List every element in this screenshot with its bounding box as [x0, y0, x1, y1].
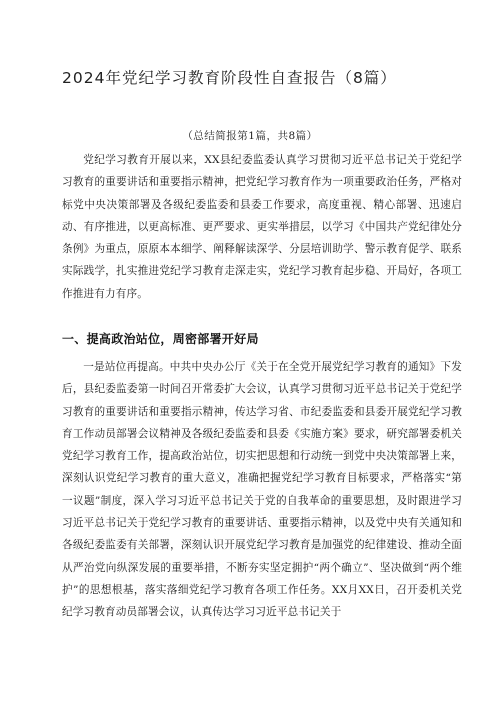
intro-paragraph: 党纪学习教育开展以来，XX县纪委监委认真学习贯彻习近平总书记关于党纪学习教育的重要讲话和重要指示精神，把党纪学习教育作为一项重要政治任务，严格对标党中央决策部署及各级纪委监委和县委工作要求，高度重视、精心部署、迅速启动、有序推进，以更高标准、更严要求、更实举措层，以学习《中国共产党纪律处分条例》为重点，原原本本细学、阐释解读深学、分层培训助学、警示教育促学、联系实际践学，扎实推进党纪学习教育走深走实，党纪学习教育起步稳、开局好，各项工作推进有力有序。 [62, 154, 462, 300]
document-subtitle: （总结简报第1篇，共8篇） [182, 130, 318, 142]
document-title: 2024年党纪学习教育阶段性自查报告（8篇） [62, 69, 397, 87]
body-paragraph: 一是站位再提高。中共中央办公厅《关于在全党开展党纪学习教育的通知》下发后，县纪委监委第一时间召开常委扩大会议，认真学习贯彻习近平总书记关于党纪学习教育的重要讲话和重要指示精神，传达学习省、市纪委监委和县委开展党纪学习教育工作动员部署会议精神及各级纪委监委和县委《实施方案》要求，研究部署委机关党纪学习教育工作，提高政治站位，切实把思想和行动统一到党中央决策部署上来，深刻认识党纪学习教育的重大意义，准确把握党纪学习教育目标要求，严格落实“第一议题”制度，深入学习习近平总书记关于党的自我革命的重要思想，及时跟进学习习近平总书记关于党纪学习教育的重要讲话、重要指示精神，以及党中央有关通知和各级纪委监委有关部署，深刻认识开展党纪学习教育是加强党的纪律建设、推动全面从严治党向纵深发展的重要举措，不断夯实坚定拥护“两个确立”、坚决做到“两个维护”的思想根基，落实落细党纪学习教育各项工作任务。XX月XX日，召开委机关党纪学习教育动员部署会议，认真传达学习习近平总书记关于 [62, 361, 462, 619]
section-heading: 一、提高政治站位，周密部署开好局 [62, 332, 259, 346]
